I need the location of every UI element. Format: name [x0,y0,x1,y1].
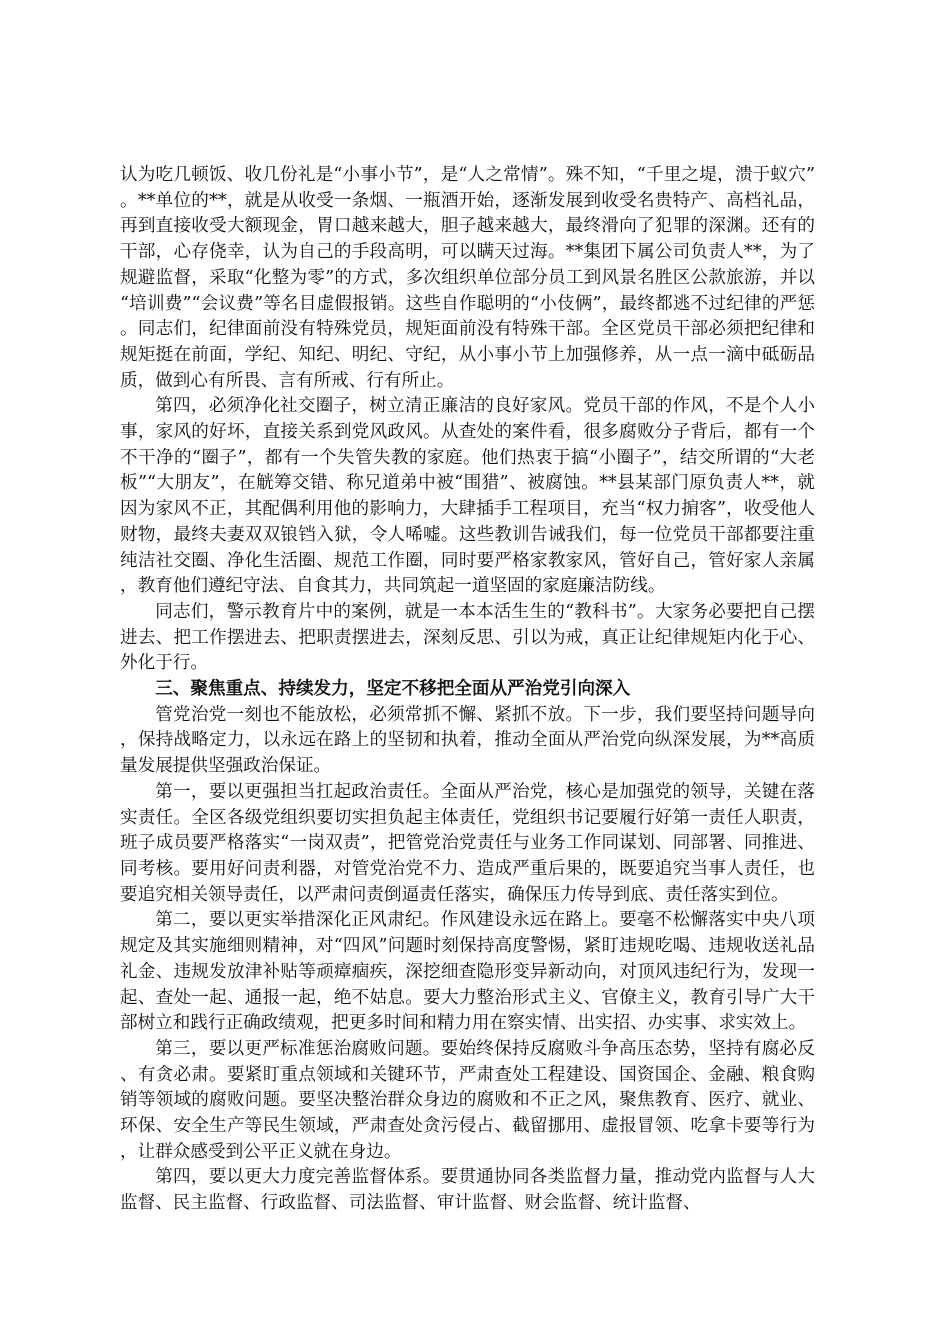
body-paragraph: 第四，要以更大力度完善监督体系。要贯通协同各类监督力量，推动党内监督与人大监督、民主监督、行政监督、司法监督、审计监督、财会监督、统计监督、 [120,1167,815,1214]
body-paragraph: 第四，必须净化社交圈子，树立清正廉洁的良好家风。党员干部的作风，不是个人小事，家风的好坏，直接关系到党风政风。从查处的案件看，很多腐败分子背后，都有一个不干净的“圈子”，都有一个失管失教的家庭。他们热衷于搞“小圈子”，结交所谓的“大老板”“大朋友”，在觥筹交错、称兄道弟中被“围猎”、被腐蚀。**县某部门原负责人**，就因为家风不正，其配偶利用他的影响力，大肆插手工程项目，充当“权力掮客”，收受他人财物，最终夫妻双双锒铛入狱，令人唏嘘。这些教训告诫我们，每一位党员干部都要注重纯洁社交圈、净化生活圈、规范工作圈，同时要严格家教家风，管好自己，管好家人亲属，教育他们遵纪守法、自食其力，共同筑起一道坚固的家庭廉洁防线。 [120,396,815,597]
body-paragraph: 第二，要以更实举措深化正风肃纪。作风建设永远在路上。要毫不松懈落实中央八项规定及其实施细则精神，对“四风”问题时刻保持高度警惕，紧盯违规吃喝、违规收送礼品礼金、违规发放津补贴等顽瘴痼疾，深挖细查隐形变异新动向，对顶风违纪行为，发现一起、查处一起、通报一起，绝不姑息。要大力整治形式主义、官僚主义，教育引导广大干部树立和践行正确政绩观，把更多时间和精力用在察实情、出实招、办实事、求实效上。 [120,910,815,1034]
body-paragraph: 同志们，警示教育片中的案例，就是一本本活生生的“教科书”。大家务必要把自己摆进去、把工作摆进去、把职责摆进去，深刻反思、引以为戒，真正让纪律规矩内化于心、外化于行。 [120,601,815,674]
body-paragraph: 管党治党一刻也不能放松，必须常抓不懈、紧抓不放。下一步，我们要坚持问题导向，保持战略定力，以永远在路上的坚韧和执着，推动全面从严治党向纵深发展，为**高质量发展提供坚强政治保证。 [120,704,815,777]
section-heading: 三、聚焦重点、持续发力，坚定不移把全面从严治党引向深入 [155,679,631,700]
body-paragraph: 第一，要以更强担当扛起政治责任。全面从严治党，核心是加强党的领导，关键在落实责任。全区各级党组织要切实担负起主体责任，党组织书记要履行好第一责任人职责，班子成员要严格落实“一岗双责”，把管党治党责任与业务工作同谋划、同部署、同推进、同考核。要用好问责利器，对管党治党不力、造成严重后果的，既要追究当事人责任，也要追究相关领导责任，以严肃问责倒逼责任落实，确保压力传导到底、责任落实到位。 [120,781,815,905]
body-paragraph: 认为吃几顿饭、收几份礼是“小事小节”，是“人之常情”。殊不知，“千里之堤，溃于蚁穴”。**单位的**，就是从收受一条烟、一瓶酒开始，逐渐发展到收受名贵特产、高档礼品，再到直接收受大额现金，胃口越来越大，胆子越来越大，最终滑向了犯罪的深渊。还有的干部，心存侥幸，认为自己的手段高明，可以瞒天过海。**集团下属公司负责人**，为了规避监督，采取“化整为零”的方式，多次组织单位部分员工到风景名胜区公款旅游，并以“培训费”“会议费”等名目虚假报销。这些自作聪明的“小伎俩”，最终都逃不过纪律的严惩。同志们，纪律面前没有特殊党员，规矩面前没有特殊干部。全区党员干部必须把纪律和规矩挺在前面，学纪、知纪、明纪、守纪，从小事小节上加强修养，从一点一滴中砥砺品质，做到心有所畏、言有所戒、行有所止。 [120,165,815,391]
body-paragraph: 第三，要以更严标准惩治腐败问题。要始终保持反腐败斗争高压态势，坚持有腐必反、有贪必肃。要紧盯重点领域和关键环节，严肃查处工程建设、国资国企、金融、粮食购销等领域的腐败问题。要坚决整治群众身边的腐败和不正之风，聚焦教育、医疗、就业、环保、安全生产等民生领域，严肃查处贪污侵占、截留挪用、虚报冒领、吃拿卡要等行为，让群众感受到公平正义就在身边。 [120,1038,815,1162]
document-page [120,163,815,1217]
